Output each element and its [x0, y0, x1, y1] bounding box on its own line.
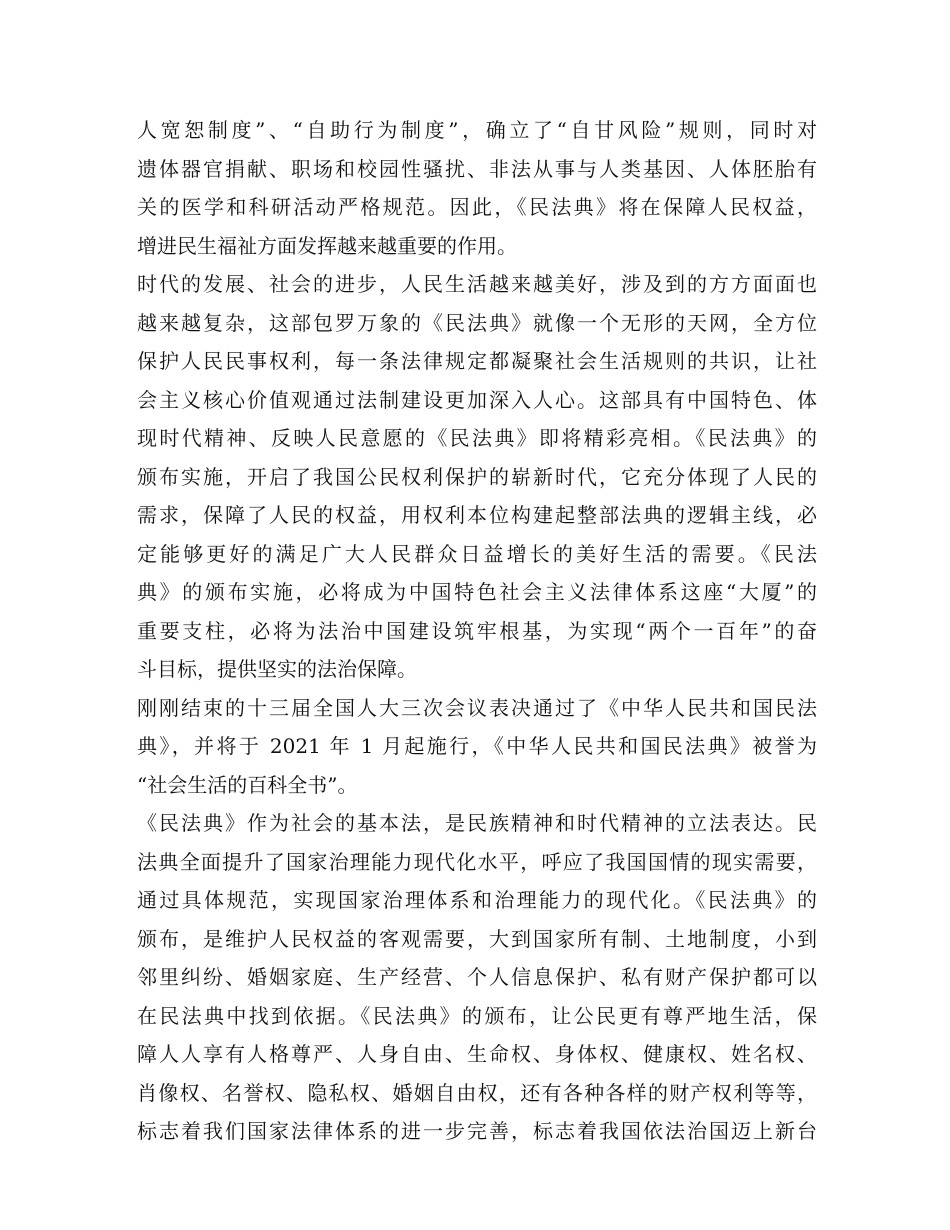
text-line: 通过具体规范，实现国家治理体系和治理能力的现代化。《民法典》的: [137, 888, 817, 912]
text-line: 法典全面提升了国家治理能力现代化水平，呼应了我国国情的现实需要，: [137, 849, 817, 874]
text-line: 肖像权、名誉权、隐私权、婚姻自由权，还有各种各样的财产权利等等，: [137, 1080, 817, 1105]
text-line: 刚刚结束的十三届全国人大三次会议表决通过了《中华人民共和国民法: [137, 695, 817, 720]
paragraph-1: [137, 111, 817, 265]
text-line: 典》的颁布实施，必将成为中国特色社会主义法律体系这座“大厦”的: [137, 580, 817, 604]
text-line: 关的医学和科研活动严格规范。因此，《民法典》将在保障人民权益，: [137, 195, 817, 219]
paragraph-3: [137, 689, 817, 805]
text-line: 遗体器官捐献、职场和校园性骚扰、非法从事与人类基因、人体胚胎有: [137, 156, 817, 181]
text-line: 《民法典》作为社会的基本法，是民族精神和时代精神的立法表达。民: [137, 811, 817, 835]
text-line: 斗目标，提供坚实的法治保障。: [137, 657, 417, 681]
text-line: 颁布，是维护人民权益的客观需要，大到国家所有制、土地制度，小到: [137, 926, 817, 951]
text-line: 现时代精神、反映人民意愿的《民法典》即将精彩亮相。《民法典》的: [137, 426, 817, 450]
text-line: 人宽恕制度”、“自助行为制度”，确立了“自甘风险”规则，同时对: [137, 118, 817, 142]
text-line: 典》，并将于 2021 年 1 月起施行，《中华人民共和国民法典》被誉为: [137, 734, 817, 758]
text-line: 定能够更好的满足广大人民群众日益增长的美好生活的需要。《民法: [137, 541, 817, 566]
text-line: 保护人民民事权利，每一条法律规定都凝聚社会生活规则的共识，让社: [137, 349, 817, 373]
text-line: 标志着我们国家法律体系的进一步完善，标志着我国依法治国迈上新台: [137, 1119, 817, 1143]
text-line: 在民法典中找到依据。《民法典》的颁布，让公民更有尊严地生活，保: [137, 1003, 817, 1028]
text-line: 增进民生福祉方面发挥越来越重要的作用。: [137, 233, 517, 258]
text-line: 需求，保障了人民的权益，用权利本位构建起整部法典的逻辑主线，必: [137, 503, 817, 527]
text-line: 会主义核心价值观通过法制建设更加深入人心。这部具有中国特色、体: [137, 387, 817, 412]
text-line: 邻里纠纷、婚姻家庭、生产经营、个人信息保护、私有财产保护都可以: [137, 965, 817, 989]
text-line: 越来越复杂，这部包罗万象的《民法典》就像一个无形的天网，全方位: [137, 310, 817, 335]
text-line: 时代的发展、社会的进步，人民生活越来越美好，涉及到的方方面面也: [137, 272, 817, 296]
text-line: 重要支柱，必将为法治中国建设筑牢根基，为实现“两个一百年”的奋: [137, 618, 817, 643]
text-line: 障人人享有人格尊严、人身自由、生命权、身体权、健康权、姓名权、: [137, 1042, 817, 1066]
text-line: “社会生活的百科全书”。: [137, 772, 358, 797]
paragraph-2: [137, 265, 817, 689]
document-body: [137, 111, 817, 1151]
text-line: 颁布实施，开启了我国公民权利保护的崭新时代，它充分体现了人民的: [137, 464, 817, 489]
paragraph-4: [137, 804, 817, 1151]
